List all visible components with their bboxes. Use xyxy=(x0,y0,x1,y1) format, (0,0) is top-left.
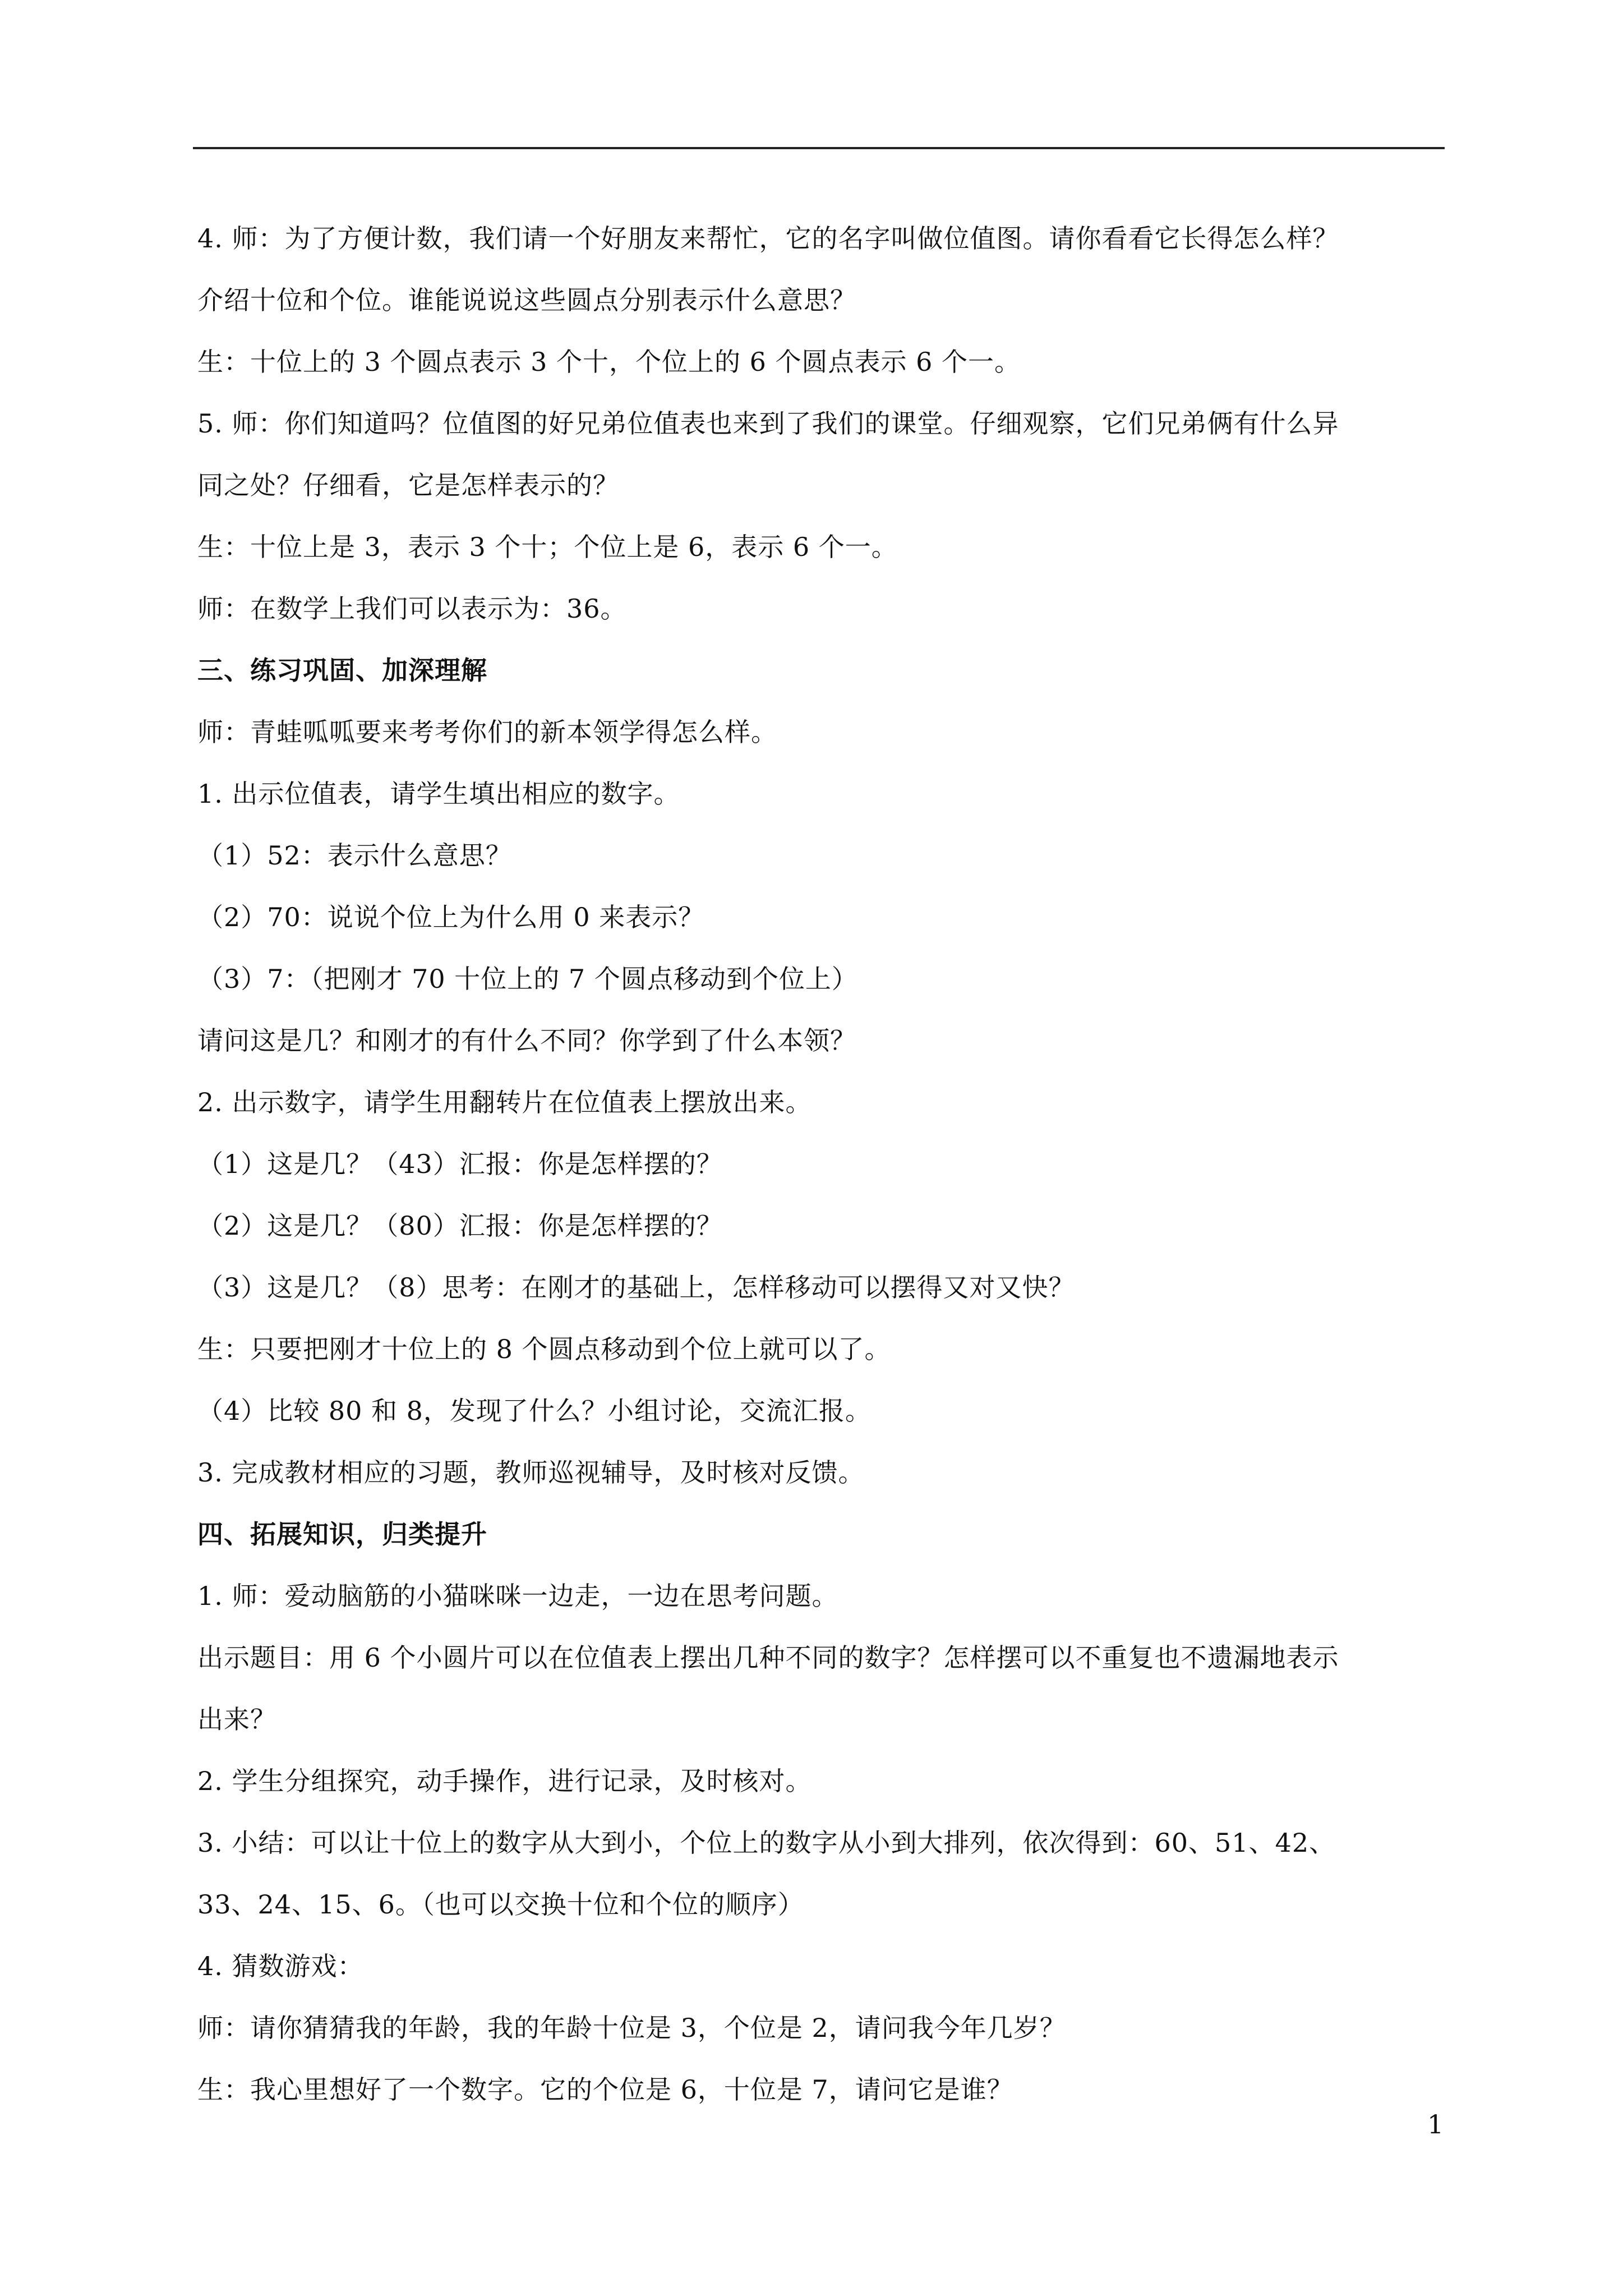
paragraph-line: 1. 出示位值表，请学生填出相应的数字。 xyxy=(197,779,680,809)
page-number: 1 xyxy=(1427,2109,1444,2139)
paragraph-line: 4. 猜数游戏： xyxy=(197,1951,364,1981)
list-item: （2）70：说说个位上为什么用 0 来表示？ xyxy=(197,902,705,932)
list-item: （2）这是几？（80）汇报：你是怎样摆的？ xyxy=(197,1211,723,1241)
list-item: （1）这是几？（43）汇报：你是怎样摆的？ xyxy=(197,1149,723,1179)
paragraph-line: 生：只要把刚才十位上的 8 个圆点移动到个位上就可以了。 xyxy=(197,1334,891,1364)
list-item: （4）比较 80 和 8，发现了什么？小组讨论，交流汇报。 xyxy=(197,1396,872,1426)
list-item: （3）这是几？（8）思考：在刚才的基础上，怎样移动可以摆得又对又快？ xyxy=(197,1272,1075,1303)
paragraph-line: 师：青蛙呱呱要来考考你们的新本领学得怎么样。 xyxy=(197,717,777,747)
paragraph-line: 出来？ xyxy=(197,1704,276,1734)
paragraph-line: 4. 师：为了方便计数，我们请一个好朋友来帮忙，它的名字叫做位值图。请你看看它长得怎么样？ xyxy=(197,223,1339,254)
paragraph-line: 1. 师：爱动脑筋的小猫咪咪一边走，一边在思考问题。 xyxy=(197,1581,838,1611)
document-body xyxy=(197,208,1449,2120)
list-item: （3）7：（把刚才 70 十位上的 7 个圆点移动到个位上） xyxy=(197,964,858,994)
paragraph-line: 同之处？仔细看，它是怎样表示的？ xyxy=(197,470,619,500)
paragraph-line: 3. 小结：可以让十位上的数字从大到小，个位上的数字从小到大排列，依次得到：60、51、42、 xyxy=(197,1828,1336,1858)
paragraph-line: 出示题目：用 6 个小圆片可以在位值表上摆出几种不同的数字？怎样摆可以不重复也不遗漏地表示 xyxy=(197,1642,1339,1673)
paragraph-line: 师：请你猜猜我的年龄，我的年龄十位是 3，个位是 2，请问我今年几岁？ xyxy=(197,2013,1066,2043)
paragraph-line: 2. 学生分组探究，动手操作，进行记录，及时核对。 xyxy=(197,1766,812,1796)
paragraph-line: 师：在数学上我们可以表示为：36。 xyxy=(197,593,627,624)
paragraph-line: 2. 出示数字，请学生用翻转片在位值表上摆放出来。 xyxy=(197,1087,812,1117)
paragraph-line: 生：我心里想好了一个数字。它的个位是 6，十位是 7，请问它是谁？ xyxy=(197,2074,1013,2105)
section-heading: 四、拓展知识，归类提升 xyxy=(197,1519,487,1549)
header-rule xyxy=(193,147,1445,149)
paragraph-line: 33、24、15、6。（也可以交换十位和个位的顺序） xyxy=(197,1889,804,1920)
paragraph-line: 5. 师：你们知道吗？位值图的好兄弟位值表也来到了我们的课堂。仔细观察，它们兄弟俩有什么异 xyxy=(197,408,1339,439)
paragraph-line: 请问这是几？和刚才的有什么不同？你学到了什么本领？ xyxy=(197,1025,856,1056)
paragraph-line: 介绍十位和个位。谁能说说这些圆点分别表示什么意思？ xyxy=(197,285,856,315)
paragraph-line: 生：十位上的 3 个圆点表示 3 个十，个位上的 6 个圆点表示 6 个一。 xyxy=(197,347,1021,377)
list-item: （1）52：表示什么意思？ xyxy=(197,840,512,871)
paragraph-line: 生：十位上是 3，表示 3 个十；个位上是 6，表示 6 个一。 xyxy=(197,532,898,562)
section-heading: 三、练习巩固、加深理解 xyxy=(197,655,487,685)
paragraph-line: 3. 完成教材相应的习题，教师巡视辅导，及时核对反馈。 xyxy=(197,1457,865,1488)
